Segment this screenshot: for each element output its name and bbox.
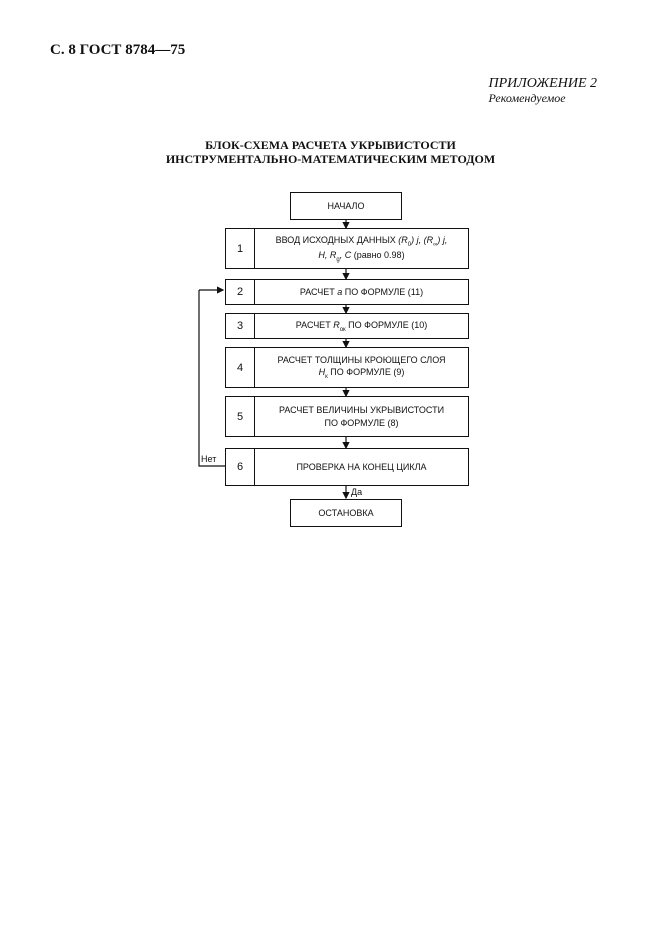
step-3-sub: ок bbox=[339, 326, 346, 333]
start-box bbox=[290, 192, 402, 220]
title-line-1: БЛОК-СХЕМА РАСЧЕТА УКРЫВИСТОСТИ bbox=[205, 138, 456, 152]
step-5-box bbox=[254, 396, 469, 437]
step-1-text-c: ) j, (R bbox=[411, 234, 434, 245]
appendix-note: Рекомендуемое bbox=[488, 91, 566, 106]
step-2-var: a bbox=[337, 286, 343, 297]
page-header: С. 8 ГОСТ 8784—75 bbox=[50, 42, 186, 58]
step-1-text-d: ) j, bbox=[437, 234, 448, 245]
step-2-text bbox=[300, 286, 423, 298]
step-5-line-1: РАСЧЕТ ВЕЛИЧИНЫ УКРЫВИСТОСТИ bbox=[278, 405, 445, 416]
step-1-text-g: (равно 0.98) bbox=[353, 249, 405, 260]
step-4-line-1: РАСЧЕТ ТОЛЩИНЫ КРОЮЩЕГО СЛОЯ bbox=[277, 354, 446, 365]
step-1-text-b: (R bbox=[398, 234, 408, 245]
step-2-text-b: ПО ФОРМУЛЕ (11) bbox=[342, 286, 424, 297]
step-3-num-label: 3 bbox=[236, 320, 244, 332]
step-1-sub-0: 0 bbox=[407, 241, 412, 248]
step-5-number bbox=[225, 396, 255, 437]
step-1-text-a: ВВОД ИСХОДНЫХ ДАННЫХ bbox=[275, 234, 399, 245]
step-1-sub-g: g bbox=[336, 256, 340, 263]
step-2-num-label: 2 bbox=[236, 286, 244, 298]
loop-back-line bbox=[199, 290, 225, 466]
step-4-text-b: ПО ФОРМУЛЕ (9) bbox=[327, 367, 405, 378]
step-1-text-f: , C bbox=[339, 249, 354, 260]
step-3-number bbox=[225, 313, 255, 339]
step-4-number bbox=[225, 347, 255, 388]
title-line-2: ИНСТРУМЕНТАЛЬНО-МАТЕМАТИЧЕСКИМ МЕТОДОМ bbox=[165, 152, 496, 167]
yes-label: Да bbox=[351, 487, 363, 497]
step-6-box bbox=[254, 448, 469, 486]
step-4-var: H bbox=[318, 367, 326, 378]
no-label: Нет bbox=[201, 454, 217, 464]
step-3-var: R bbox=[333, 319, 340, 330]
step-2-box bbox=[254, 279, 469, 305]
step-4-line-2 bbox=[277, 366, 445, 381]
step-3-text bbox=[296, 319, 427, 334]
step-2-text-a: РАСЧЕТ bbox=[299, 286, 338, 297]
stop-box bbox=[290, 499, 402, 527]
step-1-number bbox=[225, 228, 255, 269]
step-5-text bbox=[279, 404, 444, 428]
step-4-text bbox=[277, 354, 445, 381]
step-2-number bbox=[225, 279, 255, 305]
step-4-num-label: 4 bbox=[236, 361, 244, 374]
step-3-box bbox=[254, 313, 469, 339]
step-1-sub-inf: ∞ bbox=[433, 241, 438, 248]
start-label: НАЧАЛО bbox=[327, 200, 365, 211]
step-4-sub: к bbox=[325, 373, 328, 380]
step-1-box bbox=[254, 228, 469, 269]
step-6-text: ПРОВЕРКА НА КОНЕЦ ЦИКЛА bbox=[296, 461, 427, 472]
step-5-line-2: ПО ФОРМУЛЕ (8) bbox=[324, 417, 399, 428]
step-6-num-label: 6 bbox=[236, 461, 244, 473]
step-3-text-a: РАСЧЕТ bbox=[295, 319, 334, 330]
step-1-text bbox=[276, 234, 448, 264]
step-5-num-label: 5 bbox=[236, 410, 244, 423]
step-6-number bbox=[225, 448, 255, 486]
step-1-text-e: H, R bbox=[318, 249, 337, 260]
appendix-title: ПРИЛОЖЕНИЕ 2 bbox=[488, 76, 597, 91]
step-1-num-label: 1 bbox=[236, 242, 244, 255]
stop-label: ОСТАНОВКА bbox=[318, 507, 374, 518]
step-4-box bbox=[254, 347, 469, 388]
step-3-text-b: ПО ФОРМУЛЕ (10) bbox=[345, 319, 428, 330]
